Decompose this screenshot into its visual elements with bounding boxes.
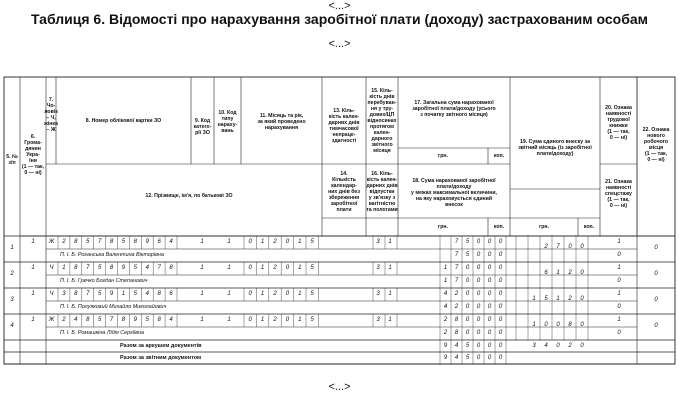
totals-label: Разом за аркушем документів bbox=[120, 343, 202, 349]
total-digit: 0 bbox=[476, 317, 481, 323]
card-digit: 2 bbox=[62, 317, 66, 323]
header-kop-17: коп. bbox=[493, 153, 505, 159]
total-digit: 0 bbox=[498, 317, 503, 323]
period-digit: 1 bbox=[260, 239, 265, 245]
header-grn-19: грн. bbox=[539, 224, 549, 230]
card-digit: 9 bbox=[121, 265, 126, 271]
card-digit: 5 bbox=[133, 291, 137, 297]
header-col-8: 8. Номер облікової картки ЗО bbox=[85, 118, 162, 124]
period-digit: 2 bbox=[273, 265, 277, 271]
ellipsis-under-title: <...> bbox=[328, 38, 351, 50]
card-digit: 7 bbox=[97, 239, 102, 245]
header-col-12: 12. Прізвище, ім'я, по батькові ЗО bbox=[145, 193, 233, 199]
accrual-type-code: 1 bbox=[227, 291, 231, 297]
period-digit: 5 bbox=[310, 239, 314, 245]
totals-esv-digit: 0 bbox=[556, 343, 560, 349]
esv-digit: 0 bbox=[556, 322, 560, 328]
period-digit: 1 bbox=[260, 291, 265, 297]
total-digit: 0 bbox=[487, 265, 492, 271]
totals-sum-digit: 0 bbox=[498, 355, 503, 361]
esv-digit: 0 bbox=[580, 296, 584, 302]
row-number: 1 bbox=[10, 245, 14, 251]
limited-digit: 0 bbox=[465, 330, 470, 336]
period-digit: 1 bbox=[298, 291, 302, 297]
total-digit: 1 bbox=[443, 265, 448, 271]
person-name: П. І. Б. Полуяковий Михайло Миколайович bbox=[60, 304, 167, 310]
header-kop-18: коп. bbox=[493, 224, 505, 230]
workbook-flag: 1 bbox=[617, 239, 621, 245]
header-col-20: 20. Ознака наявності трудової книжки (1 — так, 0 — ні) bbox=[605, 105, 632, 141]
days15-digit: 1 bbox=[388, 265, 392, 271]
totals-esv-digit: 0 bbox=[580, 343, 584, 349]
total-digit: 0 bbox=[487, 239, 492, 245]
row-number: 4 bbox=[10, 323, 14, 329]
totals-label: Разом за звітним документом bbox=[120, 355, 202, 361]
total-digit: 0 bbox=[465, 291, 470, 297]
esv-digit: 2 bbox=[544, 244, 548, 250]
period-digit: 0 bbox=[285, 265, 290, 271]
header-col-13: 13. Кіль- кість кален- дарних днів тимчасової непраце- здатності bbox=[328, 108, 360, 144]
period-digit: 2 bbox=[273, 239, 277, 245]
card-digit: 9 bbox=[145, 239, 149, 245]
category-code: 1 bbox=[200, 317, 204, 323]
sex-code: Ж bbox=[48, 239, 55, 245]
card-digit: 9 bbox=[133, 317, 137, 323]
header-col-17: 17. Загальна сума нарахованої заробітної плати/доходу (усього з початку звітного місяця) bbox=[412, 100, 496, 118]
total-digit: 0 bbox=[465, 265, 470, 271]
total-digit: 0 bbox=[476, 291, 481, 297]
limited-digit: 0 bbox=[476, 304, 481, 310]
esv-digit: 2 bbox=[568, 270, 572, 276]
card-digit: 4 bbox=[74, 317, 78, 323]
limited-digit: 0 bbox=[487, 330, 492, 336]
header-col-5: 5. № з/п bbox=[6, 154, 18, 166]
days15-digit: 1 bbox=[388, 317, 392, 323]
esv-digit: 1 bbox=[532, 296, 536, 302]
total-digit: 0 bbox=[498, 265, 503, 271]
special-service-flag: 0 bbox=[617, 304, 621, 310]
header-col-19: 19. Сума єдиного внеску за звітний місяць (із заробітної плати/доходу) bbox=[518, 139, 592, 157]
card-digit: 8 bbox=[121, 317, 126, 323]
totals-sum-digit: 0 bbox=[487, 355, 492, 361]
citizen-flag: 1 bbox=[31, 265, 35, 271]
header-col-7: 7. Чо- ловік – Ч, жінка – Ж bbox=[44, 97, 58, 133]
totals-esv-digit: 3 bbox=[532, 343, 536, 349]
total-digit: 4 bbox=[443, 291, 448, 297]
total-digit: 0 bbox=[498, 291, 503, 297]
totals-sum-digit: 5 bbox=[465, 343, 470, 349]
header-col-14: 14. Кількість календар- них днів без збереження заробітної плати bbox=[328, 171, 360, 213]
period-digit: 0 bbox=[248, 265, 252, 271]
card-digit: 7 bbox=[86, 265, 90, 271]
total-digit: 0 bbox=[476, 239, 481, 245]
total-digit: 2 bbox=[443, 317, 448, 323]
card-digit: 8 bbox=[74, 239, 78, 245]
header-col-21: 21. Ознака наявності спецстажу (1 — так, 0 — ні) bbox=[605, 179, 632, 209]
top-ellipsis: <...> bbox=[328, 0, 351, 12]
header-grn-17: грн. bbox=[438, 153, 448, 159]
card-digit: 1 bbox=[62, 265, 66, 271]
header-col-6: 6. Грома- дянин Укра- їни (1 — так, 0 — ні) bbox=[21, 134, 45, 176]
esv-digit: 0 bbox=[568, 244, 572, 250]
total-digit: 0 bbox=[465, 317, 470, 323]
limited-digit: 0 bbox=[465, 278, 470, 284]
total-digit: 0 bbox=[487, 317, 492, 323]
citizen-flag: 1 bbox=[31, 291, 35, 297]
totals-sum-digit: 0 bbox=[487, 343, 492, 349]
totals-sum-digit: 0 bbox=[476, 343, 481, 349]
citizen-flag: 1 bbox=[31, 317, 35, 323]
days15-digit: 3 bbox=[376, 291, 380, 297]
limited-digit: 0 bbox=[465, 304, 470, 310]
header-col-10: 10. Код типу нараху- вань bbox=[217, 110, 238, 134]
card-digit: 5 bbox=[121, 239, 126, 245]
header-col-9: 9. Код катего- рії ЗО bbox=[193, 118, 212, 136]
sex-code: Ж bbox=[48, 317, 55, 323]
card-digit: 8 bbox=[109, 265, 114, 271]
period-digit: 1 bbox=[298, 317, 302, 323]
period-digit: 0 bbox=[285, 291, 290, 297]
limited-digit: 1 bbox=[443, 278, 448, 284]
esv-digit: 1 bbox=[556, 270, 560, 276]
card-digit: 5 bbox=[97, 317, 102, 323]
totals-sum-digit: 0 bbox=[498, 343, 503, 349]
period-digit: 1 bbox=[260, 265, 265, 271]
limited-digit: 4 bbox=[443, 304, 448, 310]
card-digit: 8 bbox=[86, 317, 90, 323]
category-code: 1 bbox=[200, 291, 204, 297]
card-digit: 6 bbox=[169, 291, 173, 297]
card-digit: 3 bbox=[62, 291, 66, 297]
category-code: 1 bbox=[200, 265, 204, 271]
header-col-15: 15. Кіль- кість днів перебуван- ня у тру- дових/ЦП відносинах протягом кален- дарного звітного місяця bbox=[367, 88, 397, 154]
card-digit: 8 bbox=[133, 239, 137, 245]
esv-digit: 6 bbox=[544, 270, 548, 276]
limited-digit: 0 bbox=[498, 304, 503, 310]
card-digit: 6 bbox=[157, 239, 161, 245]
person-name: П. І. Б. Ромашкіна Лідія Сергіївна bbox=[60, 330, 144, 336]
card-digit: 8 bbox=[74, 265, 78, 271]
totals-esv-digit: 4 bbox=[544, 343, 548, 349]
limited-digit: 2 bbox=[454, 304, 459, 310]
totals-sum-digit: 4 bbox=[454, 343, 459, 349]
special-service-flag: 0 bbox=[617, 278, 621, 284]
card-digit: 4 bbox=[145, 291, 149, 297]
period-digit: 0 bbox=[248, 291, 252, 297]
totals-sum-digit: 9 bbox=[443, 355, 448, 361]
card-digit: 7 bbox=[157, 265, 161, 271]
new-workplace-flag: 0 bbox=[654, 323, 658, 329]
category-code: 1 bbox=[200, 239, 204, 245]
total-digit: 0 bbox=[498, 239, 503, 245]
limited-digit: 0 bbox=[487, 304, 492, 310]
workbook-flag: 1 bbox=[617, 265, 621, 271]
card-digit: 9 bbox=[109, 291, 114, 297]
card-digit: 8 bbox=[74, 291, 78, 297]
total-digit: 0 bbox=[487, 291, 492, 297]
esv-digit: 5 bbox=[544, 296, 548, 302]
workbook-flag: 1 bbox=[617, 291, 621, 297]
card-digit: 5 bbox=[86, 239, 90, 245]
days15-digit: 3 bbox=[376, 265, 380, 271]
limited-digit: 0 bbox=[476, 252, 481, 258]
esv-digit: 1 bbox=[532, 322, 536, 328]
card-digit: 5 bbox=[97, 291, 102, 297]
card-digit: 5 bbox=[97, 265, 102, 271]
limited-digit: 2 bbox=[443, 330, 448, 336]
total-digit: 7 bbox=[454, 239, 459, 245]
header-col-16: 16. Кіль- кість кален- дарних днів відпустки у зв'язку з вагітністю та пологами bbox=[366, 171, 398, 213]
limited-digit: 0 bbox=[498, 330, 503, 336]
totals-sum-digit: 9 bbox=[443, 343, 448, 349]
totals-esv-digit: 2 bbox=[568, 343, 572, 349]
card-digit: 8 bbox=[157, 317, 161, 323]
period-digit: 5 bbox=[310, 317, 314, 323]
limited-digit: 0 bbox=[487, 252, 492, 258]
new-workplace-flag: 0 bbox=[654, 271, 658, 277]
header-grn-18: грн. bbox=[438, 224, 448, 230]
card-digit: 5 bbox=[133, 265, 137, 271]
card-digit: 4 bbox=[169, 317, 173, 323]
limited-digit: 0 bbox=[487, 278, 492, 284]
row-number: 3 bbox=[10, 297, 14, 303]
total-digit: 0 bbox=[476, 265, 481, 271]
totals-sum-digit: 4 bbox=[454, 355, 459, 361]
esv-digit: 0 bbox=[580, 244, 584, 250]
card-digit: 8 bbox=[169, 265, 173, 271]
total-digit: 5 bbox=[465, 239, 470, 245]
period-digit: 0 bbox=[248, 239, 252, 245]
totals-sum-digit: 0 bbox=[476, 355, 481, 361]
period-digit: 0 bbox=[285, 317, 290, 323]
citizen-flag: 1 bbox=[31, 239, 35, 245]
days15-digit: 1 bbox=[388, 239, 392, 245]
card-digit: 7 bbox=[86, 291, 90, 297]
special-service-flag: 0 bbox=[617, 252, 621, 258]
card-digit: 1 bbox=[121, 291, 126, 297]
limited-digit: 0 bbox=[476, 278, 481, 284]
card-digit: 2 bbox=[62, 239, 66, 245]
total-digit: 7 bbox=[454, 265, 459, 271]
person-name: П. І. Б. Роганська Валентина Вікторівна bbox=[60, 252, 164, 258]
special-service-flag: 0 bbox=[617, 330, 621, 336]
workbook-flag: 1 bbox=[617, 317, 621, 323]
page-title: Таблиця 6. Відомості про нарахування заробітної плати (доходу) застрахованим особам bbox=[30, 11, 649, 27]
period-digit: 2 bbox=[273, 291, 277, 297]
period-digit: 0 bbox=[285, 239, 290, 245]
card-digit: 4 bbox=[169, 239, 173, 245]
header-kop-19: коп. bbox=[583, 224, 595, 230]
period-digit: 1 bbox=[298, 239, 302, 245]
esv-digit: 8 bbox=[568, 322, 572, 328]
period-digit: 5 bbox=[310, 265, 314, 271]
totals-sum-digit: 5 bbox=[465, 355, 470, 361]
period-digit: 1 bbox=[298, 265, 302, 271]
limited-digit: 7 bbox=[454, 278, 459, 284]
person-name: П. І. Б. Гречко Богдан Степанович bbox=[60, 278, 148, 284]
period-digit: 1 bbox=[260, 317, 265, 323]
accrual-type-code: 1 bbox=[227, 317, 231, 323]
esv-digit: 7 bbox=[556, 244, 560, 250]
new-workplace-flag: 0 bbox=[654, 245, 658, 251]
period-digit: 0 bbox=[248, 317, 252, 323]
new-workplace-flag: 0 bbox=[654, 297, 658, 303]
card-digit: 5 bbox=[145, 317, 149, 323]
card-digit: 4 bbox=[145, 265, 149, 271]
limited-digit: 0 bbox=[476, 330, 481, 336]
row-number: 2 bbox=[10, 271, 14, 277]
header-col-11: 11. Місяць та рік, за який проведено нарахування bbox=[257, 113, 306, 131]
total-digit: 2 bbox=[454, 291, 459, 297]
period-digit: 5 bbox=[310, 291, 314, 297]
card-digit: 8 bbox=[157, 291, 161, 297]
days15-digit: 3 bbox=[376, 317, 380, 323]
sex-code: Ч bbox=[49, 291, 54, 297]
esv-digit: 0 bbox=[580, 322, 584, 328]
days15-digit: 3 bbox=[376, 239, 380, 245]
limited-digit: 8 bbox=[454, 330, 459, 336]
esv-digit: 2 bbox=[568, 296, 572, 302]
limited-digit: 0 bbox=[498, 252, 503, 258]
accrual-type-code: 1 bbox=[227, 265, 231, 271]
days15-digit: 1 bbox=[388, 291, 392, 297]
accrual-type-code: 1 bbox=[227, 239, 231, 245]
bottom-ellipsis: <...> bbox=[328, 381, 351, 393]
esv-digit: 0 bbox=[544, 322, 548, 328]
esv-digit: 1 bbox=[556, 296, 560, 302]
header-col-18: 18. Сума нарахованої заробітної плати/доходу у межах максимальної величини, на яку нараховується єдиний внесок bbox=[411, 178, 497, 208]
card-digit: 7 bbox=[109, 317, 114, 323]
limited-digit: 7 bbox=[454, 252, 459, 258]
card-digit: 8 bbox=[109, 239, 114, 245]
header-col-22: 22. Ознака нового робочого місця (1 — так, 0 — ні) bbox=[642, 127, 670, 163]
period-digit: 2 bbox=[273, 317, 277, 323]
total-digit: 8 bbox=[454, 317, 459, 323]
limited-digit: 5 bbox=[465, 252, 470, 258]
sex-code: Ч bbox=[49, 265, 54, 271]
limited-digit: 0 bbox=[498, 278, 503, 284]
esv-digit: 0 bbox=[580, 270, 584, 276]
